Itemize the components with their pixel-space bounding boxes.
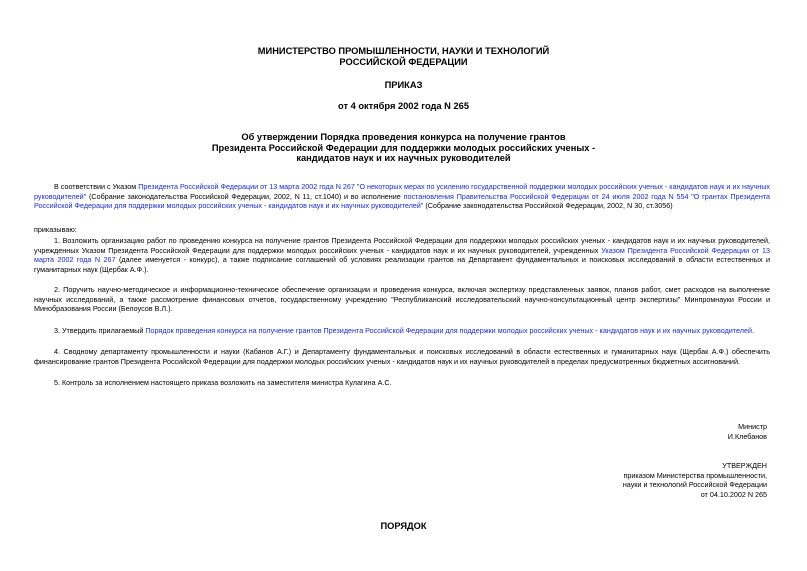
clause-3 <box>34 326 770 336</box>
approval-line-3: науки и технологий Российской Федерации <box>622 480 767 490</box>
document-type: ПРИКАЗ <box>384 80 423 90</box>
procedure-link[interactable]: Порядок проведения конкурса на получение грантов Президента Российской Федерации для поддержки молодых российских ученых - кандидатов наук и их научных руководителей <box>145 326 752 335</box>
order-word <box>34 225 770 235</box>
ministry-name <box>0 46 807 67</box>
title-line-1: Об утверждении Порядка проведения конкурса на получение грантов <box>241 132 566 142</box>
clause-2-text: 2. Поручить научно-методическое и информационно-техническое обеспечение организации и проведения конкурса, включая экспертизу представленных заявок, планов работ, смет расходов на выполнение научных исследований, а также рассмотрение финансовых отчетов, государственному учреждению "Республиканский исследовательский научно-консультационный центр экспертизы" Минпромнауки России и Минобразования России (Белоусов В.Л.). <box>34 285 770 313</box>
signatory-name: И.Клебанов <box>727 431 767 441</box>
clause-1 <box>34 236 770 274</box>
ministry-line-2: РОССИЙСКОЙ ФЕДЕРАЦИИ <box>339 56 468 67</box>
signature-block <box>728 422 767 441</box>
approval-block <box>623 461 767 499</box>
title-line-2: Президента Российской Федерации для поддержки молодых российских ученых - <box>211 142 596 153</box>
document-title <box>0 132 807 164</box>
clause-1-text-1: 1. Возложить организацию работ по проведению конкурса на получение грантов Президента Российской Федерации для поддержки молодых российских ученых - кандидатов наук и их научных руководителей, учрежденных Указом Президента Российской Федерации для поддержки молодых российских ученых - кандидатов наук и их научных руководителей, учрежденных <box>34 236 770 255</box>
intro-paragraph <box>34 182 770 211</box>
approval-line-4: от 04.10.2002 N 265 <box>700 489 767 499</box>
clause-2 <box>34 285 770 314</box>
approval-line-2: приказом Министерства промышленности, <box>623 470 767 480</box>
signatory-role: Министр <box>738 422 767 431</box>
decree-267-link-2[interactable]: Указом Президента Российской Федерации от 13 марта 2002 года N 267 <box>34 245 770 264</box>
order-word-text: приказываю: <box>34 225 77 234</box>
resolution-554-link[interactable]: постановления Правительства Российской Федерации от 24 июля 2002 года N 554 "О грантах Президента Российской Федерации для поддержки молодых российских ученых - кандидатов наук и их научных руководителей" <box>34 191 770 210</box>
clause-4-text: 4. Сводному департаменту промышленности и науки (Кабанов А.Г.) и Департаменту фундаментальных и поисковых исследований в области естественных и гуманитарных наук (Щербак А.Ф.) обеспечить финансирование грантов Президента Российской Федерации для поддержки молодых российских ученых - кандидатов наук и их научных руководителей в пределах предусмотренных бюджетных ассигнований. <box>34 347 770 366</box>
decree-267-link[interactable]: Президента Российской Федерации от 13 марта 2002 года N 267 "О некоторых мерах по усилению государственной поддержки молодых российских ученых - кандидатов наук и их научных руководителей" <box>34 182 771 201</box>
title-line-3: кандидатов наук и их научных руководителей <box>296 153 511 163</box>
document-date: от 4 октября 2002 года N 265 <box>338 101 469 111</box>
clause-3-text-2: . <box>751 326 754 335</box>
clause-3-text-1: 3. Утвердить прилагаемый <box>54 326 146 335</box>
clause-5 <box>34 378 770 388</box>
intro-text-2: (Собрание законодательства Российской Федерации, 2002, N 11, ст.1040) и во исполнение <box>86 191 404 201</box>
intro-text-3: (Собрание законодательства Российской Федерации, 2002, N 30, ст.3056) <box>423 201 673 210</box>
clause-4 <box>34 347 770 366</box>
approval-line-1: УТВЕРЖДЕН <box>722 461 767 470</box>
section-title: ПОРЯДОК <box>380 521 427 531</box>
intro-text-1: В соответствии с Указом <box>54 182 139 191</box>
clause-5-text: 5. Контроль за исполнением настоящего приказа возложить на заместителя министра Кулагина А.С. <box>54 378 392 387</box>
clause-1-text-2: (далее именуется - конкурс), а также подписание соглашений об условиях реализации грантов на Департамент фундаментальных и поисковых исследований в области естественных и гуманитарных наук (Щербак А.Ф.). <box>34 255 771 274</box>
ministry-line-1: МИНИСТЕРСТВО ПРОМЫШЛЕННОСТИ, НАУКИ И ТЕХНОЛОГИЙ <box>257 46 550 56</box>
